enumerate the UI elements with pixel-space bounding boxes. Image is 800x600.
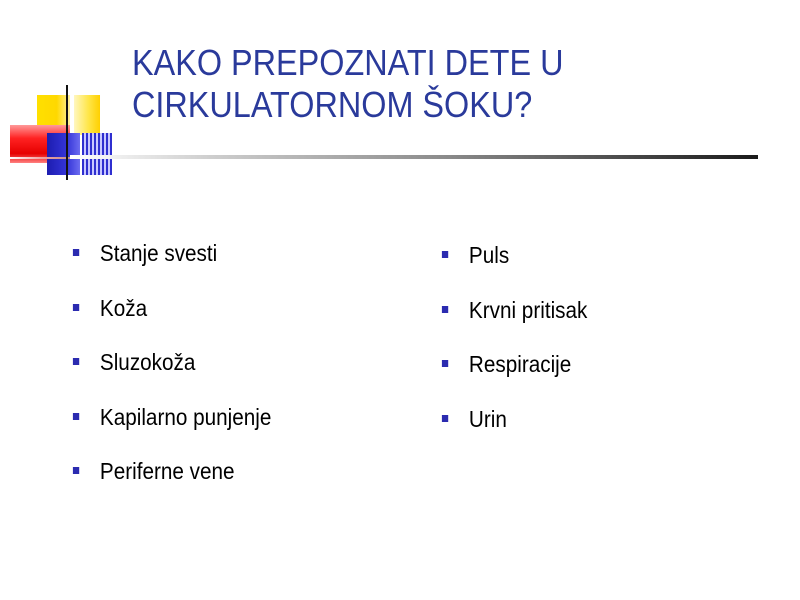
square-bullet-icon [73, 413, 79, 420]
list-item-text: Urin [468, 405, 507, 432]
list-item-text: Periferne vene [99, 458, 235, 484]
yellow-block [74, 95, 100, 135]
list-item [441, 349, 587, 404]
striped-blue-block [82, 133, 112, 175]
list-item-text: Krvni pritisak [468, 296, 588, 323]
list-item [72, 456, 271, 511]
decorative-blocks-logo [10, 85, 115, 180]
list-item-text: Sluzokoža [99, 349, 196, 375]
list-item [441, 295, 587, 350]
square-bullet-icon [73, 304, 79, 311]
square-bullet-icon [73, 467, 79, 474]
square-bullet-icon [442, 306, 448, 313]
list-item-text: Koža [99, 294, 148, 321]
square-bullet-icon [442, 360, 448, 367]
left-bullet-list [72, 238, 294, 511]
list-item-text: Kapilarno punjenje [99, 403, 272, 430]
slide-title [132, 42, 690, 126]
slide-title-line-2: CIRKULATORNOM ŠOKU? [132, 84, 533, 125]
list-item [72, 293, 271, 348]
square-bullet-icon [442, 415, 448, 422]
list-item [72, 347, 271, 402]
list-item-text: Puls [468, 242, 510, 268]
title-divider [70, 155, 758, 159]
list-item [441, 240, 587, 295]
square-bullet-icon [442, 251, 448, 258]
list-item [72, 402, 271, 457]
slide-title-line-1: KAKO PREPOZNATI DETE U [132, 42, 564, 83]
list-item-text: Respiracije [468, 351, 572, 377]
square-bullet-icon [73, 249, 79, 256]
logo-vertical-line [66, 85, 68, 180]
right-bullet-list [441, 240, 604, 458]
blue-block [47, 133, 80, 175]
list-item [441, 404, 587, 459]
list-item [72, 238, 271, 293]
square-bullet-icon [73, 358, 79, 365]
list-item-text: Stanje svesti [99, 240, 218, 266]
